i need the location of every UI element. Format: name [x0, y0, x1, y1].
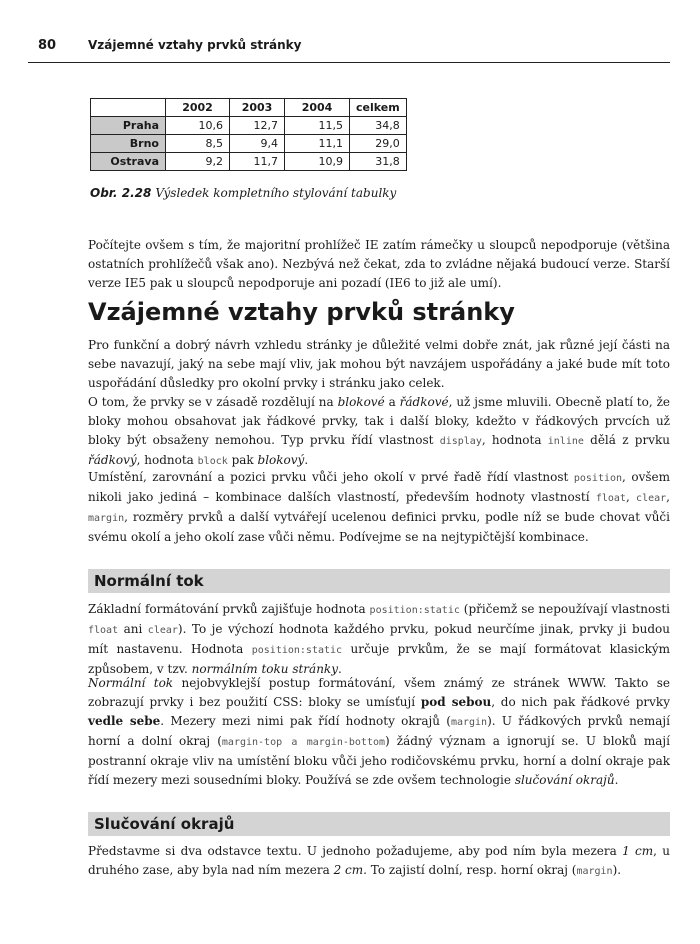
table-cell: 9,2: [166, 153, 230, 171]
running-title: Vzájemné vztahy prvků stránky: [88, 38, 302, 52]
table-cell: 10,9: [285, 153, 350, 171]
column-header: 2004: [285, 99, 350, 117]
table-cell: 34,8: [350, 117, 407, 135]
figure-caption-text: Výsledek kompletního stylování tabulky: [155, 186, 397, 200]
subsection-heading-normal-flow: Normální tok: [88, 569, 670, 593]
table-header-row: [91, 99, 407, 117]
paragraph: Normální tok nejobvyklejší postup formátování, všem známý ze stránek WWW. Takto se zobrazují prvky i bez použití CSS: bloky se umísťují pod sebou, do nich pak řádkové prvky vedle sebe. Mezery mezi nimi pak řídí hodnoty okrajů (margin). U řádkových prvků nemají horní a dolní okraj (margin-top a margin-bottom) žádný význam a ignorují se. U bloků mají postranní okraje vliv na umístění bloku vůči jeho rodičovskému prvku, horní a dolní okraje pak řídí mezery mezi sousedními bloky. Používá se zde ovšem technologie slučování okrajů.: [88, 676, 671, 787]
row-header: Praha: [91, 117, 166, 135]
table-row: [91, 135, 407, 153]
paragraph: Pro funkční a dobrý návrh vzhledu stránky je důležité velmi dobře znát, jak různé její části na sebe navazují, jaký na sebe mají vliv, jak mohou být navzájem uspořádány a jaké bude mít toto uspořádání důsledky pro okolní prvky i stránku jako celek.: [88, 338, 670, 390]
table-cell: 29,0: [350, 135, 407, 153]
table-cell: 10,6: [166, 117, 230, 135]
table-row: [91, 117, 407, 135]
table-cell: 31,8: [350, 153, 407, 171]
table-cell: 11,7: [230, 153, 285, 171]
table-cell: 11,1: [285, 135, 350, 153]
table-cell: 12,7: [230, 117, 285, 135]
table-cell: 8,5: [166, 135, 230, 153]
table-corner-cell: [91, 99, 166, 117]
paragraph: Představme si dva odstavce textu. U jednoho požadujeme, aby pod ním byla mezera 1 cm, u druhého zase, aby byla nad ním mezera 2 cm. To zajistí dolní, resp. horní okraj (margin).: [88, 844, 671, 877]
table-row: [91, 153, 407, 171]
paragraph: Umístění, zarovnání a pozici prvku vůči jeho okolí v prvé řadě řídí vlastnost position, ovšem nikoli jako jediná – kombinace dalších vlastností, především hodnoty vlastností float, clear, margin, rozměry prvků a další vytvářejí ucelenou definici prvku, podle níž se bude chovat vůči svému okolí a jeho okolí zase vůči němu. Podívejme se na nejtypičtější kombinace.: [88, 470, 670, 544]
figure-caption: [90, 186, 396, 200]
paragraph: O tom, že prvky se v zásadě rozdělují na blokové a řádkové, už jsme mluvili. Obecně platí to, že bloky mohou obsahovat jak řádkové prvky, tak i další bloky, kdežto v řádkových prvcích už bloky být obsaženy nemohou. Typ prvku řídí vlastnost display, hodnota inline dělá z prvku řádkový, hodnota block pak blokový.: [88, 395, 670, 467]
row-header: Brno: [91, 135, 166, 153]
running-header: [28, 36, 670, 63]
paragraph: Základní formátování prvků zajišťuje hodnota position:static (přičemž se nepoužívají vlastnosti float ani clear). To je výchozí hodnota každého prvku, pokud neurčíme jinak, prvky ji budou mít nastavenu. Hodnota position:static určuje prvkům, že se mají formátovat klasickým způsobem, v tzv. normálním toku stránky.: [88, 602, 670, 676]
row-header: Ostrava: [91, 153, 166, 171]
page-number: 80: [38, 38, 57, 53]
paragraph-intro: Počítejte ovšem s tím, že majoritní prohlížeč IE zatím rámečky u sloupců nepodporuje (většina ostatních prohlížečů však ano). Nezbývá než čekat, zda to zvládne nějaká budoucí verze. Starší verze IE5 pak u sloupců nepodporuje ani pozadí (IE6 to již ale umí).: [88, 238, 670, 290]
figure-label: Obr. 2.28: [90, 186, 152, 200]
results-table: [90, 98, 407, 171]
column-header: 2002: [166, 99, 230, 117]
subsection-heading-margin-collapsing: Slučování okrajů: [88, 812, 670, 836]
section-heading: Vzájemné vztahy prvků stránky: [88, 298, 515, 326]
table-cell: 11,5: [285, 117, 350, 135]
column-header: 2003: [230, 99, 285, 117]
table-cell: 9,4: [230, 135, 285, 153]
column-header: celkem: [350, 99, 407, 117]
